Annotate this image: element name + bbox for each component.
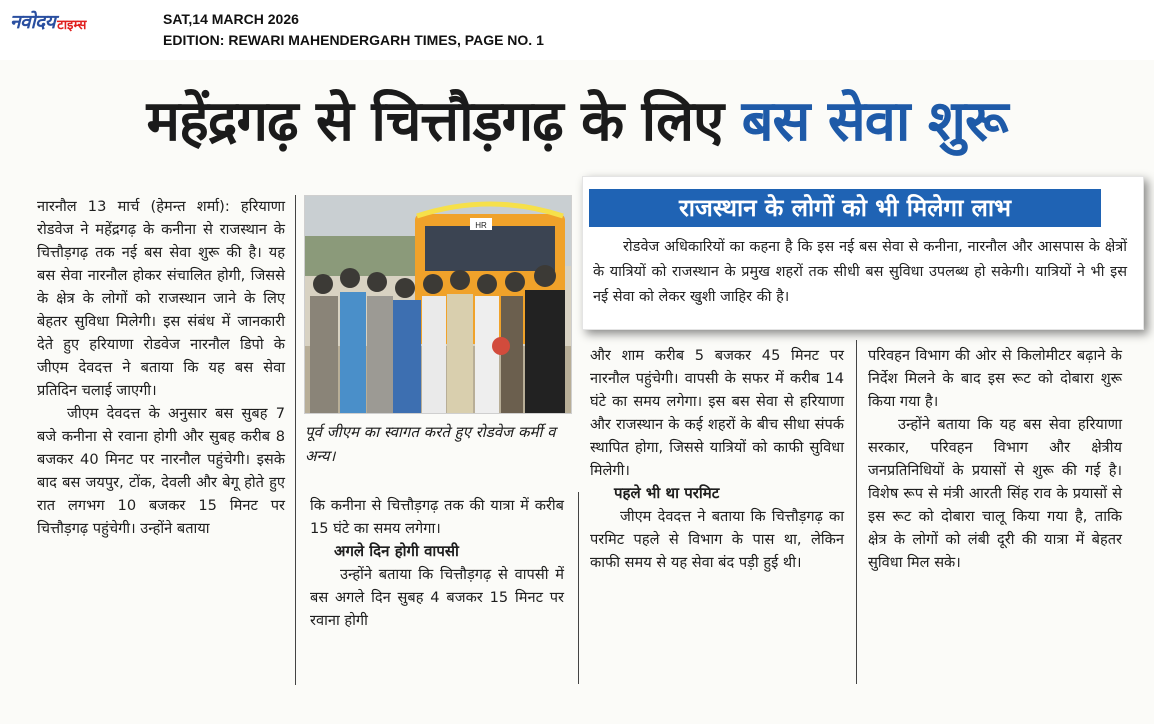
col3-subheading: पहले भी था परमिट	[614, 484, 720, 502]
highlight-box-body: रोडवेज अधिकारियों का कहना है कि इस नई बस सेवा से कनीना, नारनौल और आसपास के क्षेत्रों के यात्रियों को राजस्थान के प्रमुख शहरों तक सीधी बस सुविधा उपलब्ध हो सकेगी। यात्रियों ने भी इस नई सेवा को लेकर खुशी जाहिर की है।	[593, 239, 1127, 305]
photo-caption: पूर्व जीएम का स्वागत करते हुए रोडवेज कर्मी व अन्य।	[305, 423, 556, 465]
headline-part-2: बस सेवा शुरू	[741, 89, 1008, 154]
edition-info	[163, 9, 544, 51]
article-column-3	[590, 344, 844, 574]
article-column-1	[37, 195, 285, 540]
logo-main-text: नवोदय	[10, 11, 56, 33]
col3-paragraph-2: जीएम देवदत्त ने बताया कि चित्तौड़गढ़ का परमिट पहले से विभाग के पास था, लेकिन काफी समय से यह सेवा बंद पड़ी हुई थी।	[590, 508, 844, 571]
highlight-box	[582, 176, 1144, 330]
col2-subheading: अगले दिन होगी वापसी	[334, 542, 459, 560]
bus-plate-text: HR	[475, 221, 487, 230]
article-column-2	[310, 494, 564, 632]
bouquet-shape	[492, 337, 510, 355]
col4-paragraph-2: उन्होंने बताया कि यह बस सेवा हरियाणा सरकार, परिवहन विभाग और क्षेत्रीय जनप्रतिनिधियों के प्रयासों से शुरू की गई है। विशेष रूप से मंत्री आरती सिंह राव के प्रयासों से इस रूट को दोबारा चालू किया गया है, ताकि क्षेत्र के लोगों को लंबी दूरी की यात्रा में बेहतर सुविधा मिल सके।	[868, 416, 1122, 571]
article-column-4	[868, 344, 1122, 574]
col3-paragraph-1: और शाम करीब 5 बजकर 45 मिनट पर नारनौल पहुंचेगी। वापसी के सफर में करीब 14 घंटे का समय लगेगा। इस बस सेवा से हरियाणा और राजस्थान के कई शहरों के बीच सीधा संपर्क स्थापित होगा, जिससे यात्रियों को काफी सुविधा मिलेगी।	[590, 347, 844, 479]
highlight-box-title: राजस्थान के लोगों को भी मिलेगा लाभ	[589, 189, 1101, 227]
date-line: SAT,14 MARCH 2026	[163, 11, 299, 27]
col4-paragraph-1: परिवहन विभाग की ओर से किलोमीटर बढ़ाने के निर्देश मिलने के बाद इस रूट को दोबारा शुरू किया गया है।	[868, 347, 1122, 410]
page-header	[0, 0, 1154, 60]
column-rule-2	[578, 492, 579, 684]
col2-paragraph-1: कि कनीना से चित्तौड़गढ़ तक की यात्रा में करीब 15 घंटे का समय लगेगा।	[310, 497, 564, 537]
col1-paragraph-2: जीएम देवदत्त के अनुसार बस सुबह 7 बजे कनीना से रवाना होगी और सुबह करीब 8 बजकर 40 मिनट पर नारनौल पहुंचेगी। इसके बाद बस जयपुर, टोंक, देवली और बेगू होते हुए रात लगभग 10 बजकर 15 मिनट पर चित्तौड़गढ़ पहुंचेगी। उन्होंने बताया	[37, 405, 285, 537]
col2-paragraph-2: उन्होंने बताया कि चित्तौड़गढ़ से वापसी में बस अगले दिन सुबह 4 बजकर 15 मिनट पर रवाना होगी	[310, 566, 564, 629]
column-rule-3	[856, 340, 857, 684]
logo-sub-text: टाइम्स	[57, 18, 87, 33]
edition-line: EDITION: REWARI MAHENDERGARH TIMES, PAGE NO. 1	[163, 32, 544, 48]
bus-inauguration-photo	[305, 196, 571, 413]
headline	[0, 82, 1154, 162]
publication-logo	[10, 8, 86, 34]
column-rule-1	[295, 195, 296, 685]
news-photo	[304, 195, 572, 414]
col1-paragraph-1: नारनौल 13 मार्च (हेमन्त शर्मा): हरियाणा रोडवेज ने महेंद्रगढ़ के कनीना से राजस्थान के चित्तौड़गढ़ तक नई बस सेवा शुरू की है। यह बस सेवा नारनौल होकर संचालित होगी, जिससे के क्षेत्र के लोगों को राजस्थान जाने के लिए बेहतर सुविधा मिलेगी। इस संबंध में जानकारी देते हुए हरियाणा रोडवेज नारनौल डिपो के जीएम देवदत्त ने बताया कि यह बस सेवा प्रतिदिन चलाई जाएगी।	[37, 198, 285, 399]
headline-part-1: महेंद्रगढ़ से चित्तौड़गढ़ के लिए	[146, 89, 742, 154]
